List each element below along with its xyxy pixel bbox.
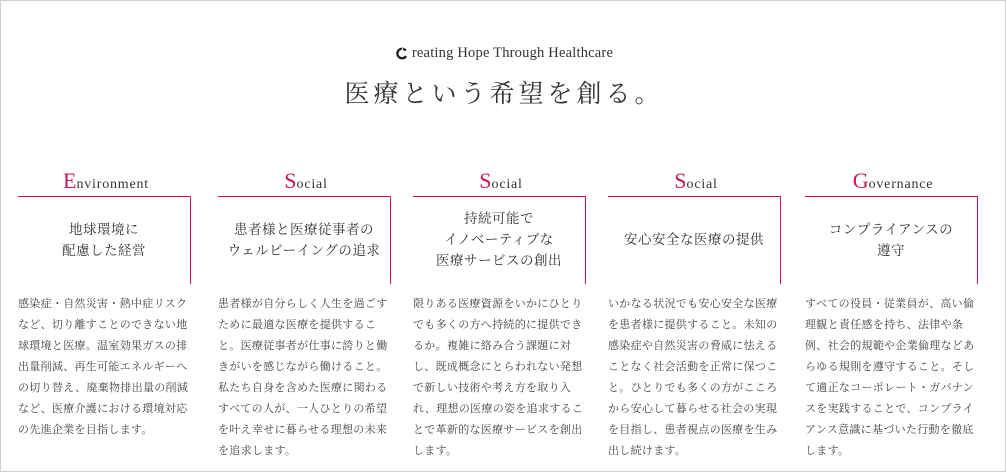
column-social-2	[413, 168, 589, 457]
column-social-1	[218, 168, 394, 457]
theme-text: 地球環境に 配慮した経営	[62, 221, 146, 259]
theme-text: 安心安全な医療の提供	[624, 232, 764, 248]
theme-box	[218, 196, 391, 284]
tagline	[1, 45, 1006, 62]
title-rest: ocial	[296, 177, 328, 192]
column-governance	[805, 168, 981, 457]
theme-description: すべての役員・従業員が、高い倫理観と責任感を持ち、法律や条例、社会的規範や企業倫理などあらゆる規則を遵守すること。そして適正なコーポレート・ガバナンスを実践することで、コンプライアンス意識に基づいた行動を徹底します。	[805, 297, 975, 457]
page-title: 医療という希望を創る。	[344, 79, 664, 108]
column-title	[608, 168, 784, 194]
title-rest: ocial	[491, 177, 523, 192]
title-initial: S	[284, 168, 297, 193]
theme-description: 限りある医療資源をいかにひとりでも多くの方へ持続的に提供できるか。複雑に絡み合う課題に対し、既成概念にとらわれない発想で新しい技術や考え方を取り入れ、理想の医療の姿を追求することで革新的な医療サービスを創出します。	[413, 297, 584, 457]
theme-description: いかなる状況でも安心安全な医療を患者様に提供すること。未知の感染症や自然災害の脅威に怯えることなく社会活動を正常に保つこと。ひとりでも多くの方がこころから安心して暮らせる社会の実現を目指し、患者視点の医療を生み出し続けます。	[608, 297, 778, 457]
theme-box	[805, 196, 978, 284]
column-title	[805, 168, 981, 194]
column-social-3	[608, 168, 784, 457]
column-environment	[18, 168, 194, 436]
theme-text: 患者様と医療従事者の ウェルビーイングの追求	[227, 221, 381, 259]
tagline-text: reating Hope Through Healthcare	[411, 45, 614, 61]
column-title	[413, 168, 589, 194]
title-initial: S	[479, 168, 492, 193]
title-rest: nvironment	[76, 177, 149, 192]
theme-box	[18, 196, 191, 284]
theme-description: 患者様が自分らしく人生を過ごすために最適な医療を提供すること。医療従事者が仕事に誇りと働きがいを感じながら働けること。私たち自身を含めた医療に関わるすべての人が、一人ひとりの希望を叶え幸せに暮らせる理想の未来を追求します。	[218, 297, 388, 457]
theme-box	[413, 196, 586, 284]
column-title	[18, 168, 194, 194]
column-title	[218, 168, 394, 194]
theme-box	[608, 196, 781, 284]
header	[1, 45, 1006, 110]
title-initial: G	[852, 168, 869, 193]
title-initial: S	[674, 168, 687, 193]
title-initial: E	[63, 168, 77, 193]
theme-text: コンプライアンスの 遵守	[828, 221, 954, 259]
theme-description: 感染症・自然災害・熱中症リスクなど、切り離すことのできない地球環境と医療。温室効果ガスの排出量削減、再生可能エネルギーへの切り替え、廃棄物排出量の削減など、医療介護における環境対応の先進企業を目指します。	[18, 297, 189, 436]
title-rest: overnance	[868, 177, 934, 192]
title-rest: ocial	[686, 177, 718, 192]
theme-text: 持続可能で イノベーティブな 医療サービスの創出	[436, 211, 562, 269]
circle-c-logo-icon	[395, 46, 410, 61]
